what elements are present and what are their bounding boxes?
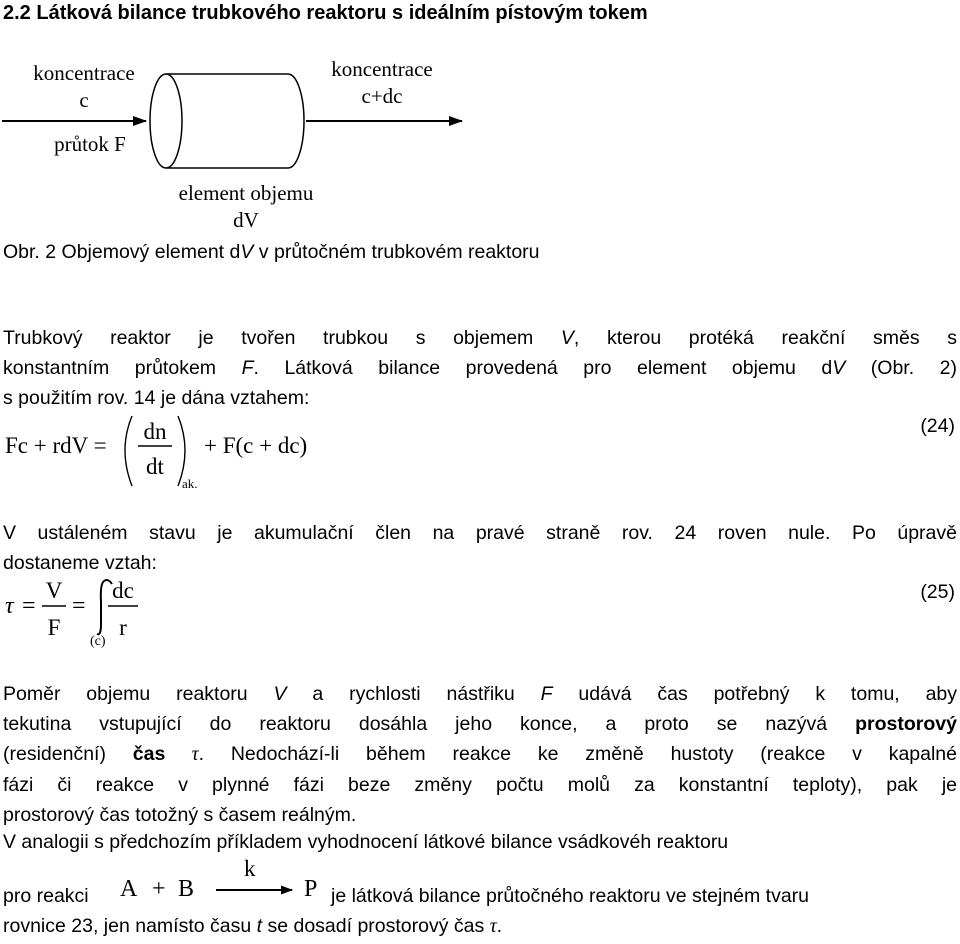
eq25-tau: τ	[5, 593, 14, 619]
eq25-integral-sign	[97, 580, 112, 634]
reactant-a: A	[120, 876, 138, 902]
eq24-lhs: Fc + rdV =	[5, 433, 107, 458]
element-label-1: element objemu	[178, 181, 314, 205]
inlet-label-1: koncentrace	[33, 61, 135, 85]
reactant-b: B	[178, 876, 195, 902]
eq24-left-paren	[125, 416, 132, 486]
eq25-denominator-2: r	[119, 615, 127, 640]
rate-constant-k: k	[244, 856, 256, 881]
paragraph-3-line-3: (residenční) čas τ. Nedochází-li během reakce ke změně hustoty (reakce v kapalné	[3, 743, 957, 765]
paragraph-3-line-2: tekutina vstupující do reaktoru dosáhla jeho konce, a proto se nazývá prostorový	[3, 713, 957, 735]
caption-text-b: V	[240, 241, 254, 263]
reaction-scheme	[112, 852, 342, 912]
eq24-subscript: ak.	[182, 476, 198, 491]
paragraph-3-line-5: prostorový čas totožný s časem reálným.	[3, 804, 357, 826]
paragraph-1-line-2: konstantním průtokem F. Látková bilance provedená pro element objemu dV (Obr. 2)	[3, 357, 958, 379]
eq24-denominator: dt	[146, 454, 164, 479]
product-p: P	[304, 876, 318, 902]
paragraph-1	[3, 323, 957, 413]
paragraph-3-line-1: Poměr objemu reaktoru V a rychlosti nástřiku F udává čas potřebný k tomu, aby	[3, 683, 958, 705]
figure-caption	[3, 237, 540, 267]
eq24-numerator: dn	[143, 419, 167, 444]
outlet-label-2: c+dc	[361, 84, 403, 108]
reaction-plus: +	[152, 876, 166, 902]
inlet-label-2: c	[79, 88, 89, 112]
paragraph-2-line-2: dostaneme vztah:	[3, 552, 157, 574]
eq24-number: (24)	[920, 415, 955, 437]
eq25-lower-limit: (c)	[90, 634, 106, 649]
paragraph-1-line-3: s použitím rov. 14 je dána vztahem:	[3, 387, 310, 409]
paragraph-4-line-2-end: je látková bilance průtočného reaktoru ve stejném tvaru	[331, 885, 810, 907]
equation-24	[0, 410, 960, 510]
eq25-numerator-1: V	[45, 578, 63, 603]
paragraph-1-line-1: Trubkový reaktor je tvořen trubkou s objemem V, kterou protéká reakční směs s	[3, 327, 957, 349]
equation-25	[0, 572, 960, 652]
paragraph-4-line-3: rovnice 23, jen namísto času t se dosadí prostorový čas τ.	[3, 915, 503, 937]
cylinder-shape	[150, 74, 304, 168]
caption-text-a: Obr. 2 Objemový element d	[3, 241, 241, 263]
eq25-equals-2: =	[72, 593, 86, 619]
paragraph-4-line-2-start: pro reakci	[3, 885, 89, 907]
flow-label: průtok F	[54, 132, 126, 156]
paragraph-2	[3, 518, 957, 578]
eq25-numerator-2: dc	[112, 578, 134, 603]
paragraph-3-line-4: fázi či reakce v plynné fázi beze změny počtu molů za konstantní teploty), pak je	[3, 774, 957, 796]
eq25-number: (25)	[920, 581, 955, 603]
paragraph-4-line-1: V analogii s předchozím příkladem vyhodnocení látkové bilance vsádkovéh reaktoru	[3, 831, 729, 853]
eq25-equals-1: =	[22, 593, 36, 619]
element-label-2: dV	[233, 208, 259, 232]
section-heading: 2.2 Látková bilance trubkového reaktoru s ideálním pístovým tokem	[3, 2, 648, 24]
eq25-denominator-1: F	[47, 615, 61, 640]
outlet-label-1: koncentrace	[331, 57, 433, 81]
paragraph-2-line-1: V ustáleném stavu je akumulační člen na pravé straně rov. 24 roven nule. Po úpravě	[3, 522, 957, 544]
caption-text-c: v průtočném trubkovém reaktoru	[253, 241, 540, 263]
eq24-rhs: + F(c + dc)	[204, 433, 308, 458]
paragraph-3	[3, 679, 957, 830]
